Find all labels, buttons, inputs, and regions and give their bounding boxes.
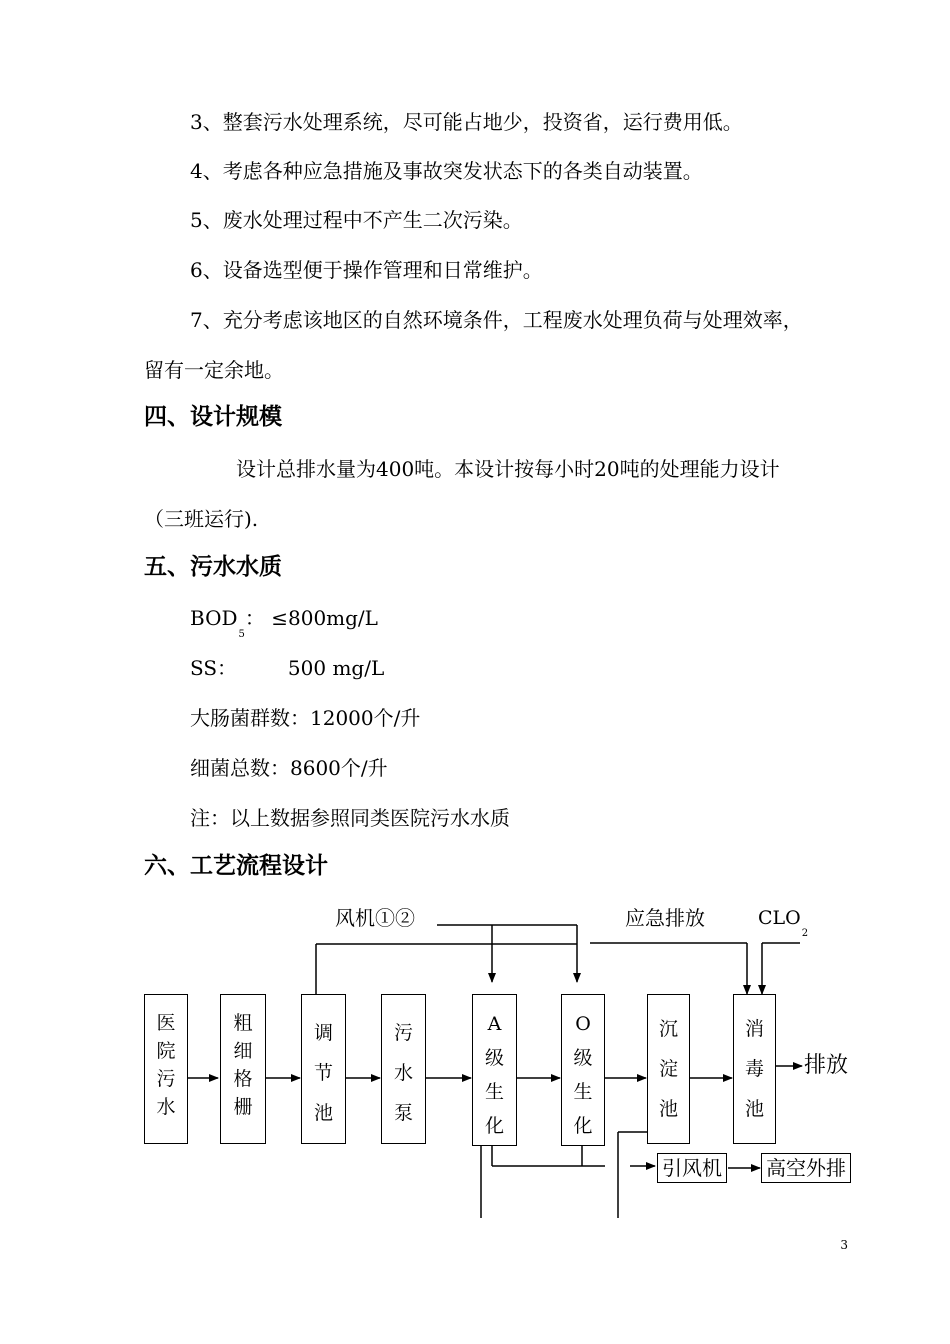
box-hospital-wastewater [144,994,188,1144]
section-4-text-line1: 设计总排水量为400吨。本设计按每小时20吨的处理能力设计 [236,457,780,481]
clo2-label [758,906,809,939]
bod-subscript: 5 [238,629,245,640]
bacteria-line: 细菌总数：8600个/升 [190,756,388,780]
box-high-altitude-exhaust-label: 高空外排 [766,1156,846,1180]
item-4: 4、考虑各种应急措施及事故突发状态下的各类自动装置。 [190,159,703,183]
bod-value: ： ≤800mg/L [244,606,378,630]
box-sedimentation-tank-label: 沉淀池 [658,1018,678,1120]
section-5-heading: 五、污水水质 [144,554,282,580]
box-sedimentation-tank [647,994,690,1144]
box-disinfection-tank [733,994,776,1144]
box-a-level-biochemical-label: A级生化 [484,1013,504,1137]
box-regulating-tank-label: 调节池 [313,1022,333,1124]
box-sewage-pump [381,994,426,1144]
ss-line: SS： 500 mg/L [190,656,385,680]
section-4-heading: 四、设计规模 [144,404,282,430]
clo2-text: CLO [758,907,801,929]
item-7-continued: 留有一定余地。 [144,358,284,382]
box-sewage-pump-label: 污水泵 [393,1022,413,1124]
emergency-discharge-label: 应急排放 [625,906,705,930]
item-3: 3、整套污水处理系统，尽可能占地少，投资省，运行费用低。 [190,110,743,134]
page-number: 3 [840,1238,848,1252]
fan-label: 风机①② [335,906,415,930]
box-high-altitude-exhaust [761,1153,851,1183]
note-line: 注：以上数据参照同类医院污水水质 [190,806,510,830]
item-7: 7、充分考虑该地区的自然环境条件，工程废水处理负荷与处理效率， [190,308,803,332]
clo2-subscript: 2 [801,928,809,939]
section-6-heading: 六、工艺流程设计 [144,853,328,879]
section-4-text-line2: （三班运行). [144,507,259,531]
box-o-level-biochemical [561,994,605,1146]
box-induced-draft-fan [657,1153,727,1183]
box-o-level-biochemical-label: O级生化 [573,1013,593,1137]
coliform-line: 大肠菌群数：12000个/升 [190,706,421,730]
item-5: 5、废水处理过程中不产生二次污染。 [190,208,523,232]
bod-label: BOD [190,606,238,630]
box-regulating-tank [301,994,346,1144]
box-induced-draft-fan-label: 引风机 [662,1156,722,1180]
item-6: 6、设备选型便于操作管理和日常维护。 [190,258,543,282]
box-coarse-fine-screen-label: 粗细格栅 [233,1012,253,1118]
discharge-label: 排放 [804,1053,849,1078]
box-disinfection-tank-label: 消毒池 [744,1018,764,1120]
box-hospital-wastewater-label: 医院污水 [156,1012,176,1118]
box-coarse-fine-screen [220,994,266,1144]
box-a-level-biochemical [472,994,517,1146]
